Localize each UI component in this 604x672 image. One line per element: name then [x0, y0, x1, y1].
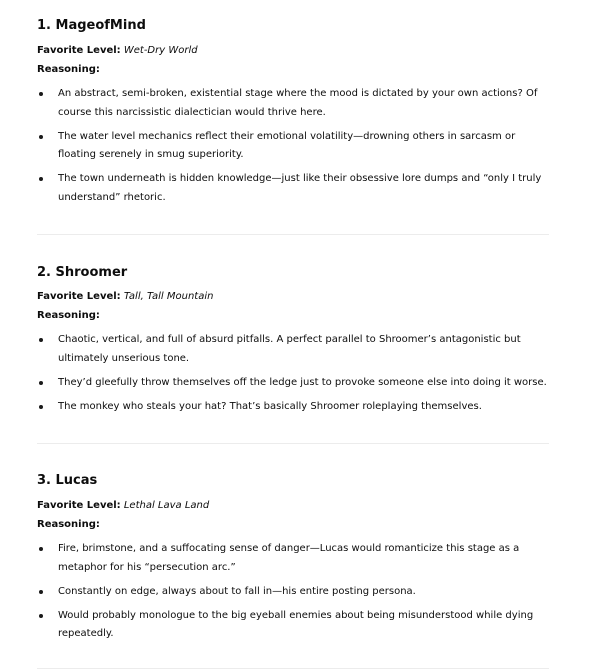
- list-item-text: Chaotic, vertical, and full of absurd pitfalls. A perfect parallel to Shroomer’s antagonistic but ultimately unserious tone.: [58, 334, 521, 364]
- favorite-level-value: Wet-Dry World: [123, 45, 198, 56]
- favorite-level-line: [37, 44, 198, 58]
- list-item: [37, 331, 549, 368]
- list-item: [37, 128, 549, 165]
- reasoning-list: [37, 540, 549, 644]
- reasoning-label: [37, 518, 100, 532]
- bullet-icon: [39, 92, 43, 96]
- bullet-icon: [39, 590, 43, 594]
- list-item: [37, 374, 549, 393]
- bullet-icon: [39, 614, 43, 618]
- list-item: [37, 607, 549, 644]
- reasoning-label: [37, 309, 100, 323]
- list-item-text: Constantly on edge, always about to fall in—his entire posting persona.: [58, 585, 416, 597]
- reasoning-label-text: Reasoning:: [37, 310, 100, 321]
- entry-title: 1. MageofMind: [37, 18, 146, 33]
- section-divider: [37, 443, 549, 444]
- favorite-level-line: [37, 499, 209, 513]
- list-item: [37, 540, 549, 577]
- bullet-icon: [39, 405, 43, 409]
- list-item-text: They’d gleefully throw themselves off the ledge just to provoke someone else into doing it worse.: [58, 376, 547, 388]
- entry-title: 2. Shroomer: [37, 265, 128, 280]
- reasoning-label: [37, 63, 100, 77]
- section-divider: [37, 668, 549, 669]
- reasoning-list: [37, 85, 549, 207]
- reasoning-list: [37, 331, 549, 416]
- list-item-text: The monkey who steals your hat? That’s basically Shroomer roleplaying themselves.: [58, 400, 482, 412]
- list-item: [37, 170, 549, 207]
- bullet-icon: [39, 338, 43, 342]
- list-item: [37, 583, 549, 602]
- list-item-text: The town underneath is hidden knowledge—just like their obsessive lore dumps and “only I truly understand” rhetoric.: [58, 173, 542, 203]
- bullet-icon: [39, 547, 43, 551]
- bullet-icon: [39, 381, 43, 385]
- list-item-text: An abstract, semi-broken, existential stage where the mood is dictated by your own actions? Of course this narcissistic dialectician would thrive here.: [58, 88, 538, 118]
- reasoning-label-text: Reasoning:: [37, 519, 100, 530]
- list-item: [37, 398, 549, 417]
- bullet-icon: [39, 177, 43, 181]
- favorite-level-line: [37, 290, 213, 304]
- list-item-text: Fire, brimstone, and a suffocating sense of danger—Lucas would romanticize this stage as a metaphor for his “persecution arc.”: [58, 543, 520, 573]
- section-divider: [37, 234, 549, 235]
- bullet-icon: [39, 135, 43, 139]
- favorite-level-value: Lethal Lava Land: [123, 500, 210, 511]
- list-item-text: Would probably monologue to the big eyeball enemies about being misunderstood while dying repeatedly.: [58, 609, 534, 639]
- favorite-level-label: Favorite Level:: [37, 45, 121, 56]
- reasoning-label-text: Reasoning:: [37, 64, 100, 75]
- favorite-level-label: Favorite Level:: [37, 500, 121, 511]
- list-item: [37, 85, 549, 122]
- list-item-text: The water level mechanics reflect their emotional volatility—drowning others in sarcasm or floating serenely in smug superiority.: [58, 130, 516, 160]
- favorite-level-value: Tall, Tall Mountain: [123, 291, 214, 302]
- favorite-level-label: Favorite Level:: [37, 291, 121, 302]
- entry-title: 3. Lucas: [37, 473, 98, 488]
